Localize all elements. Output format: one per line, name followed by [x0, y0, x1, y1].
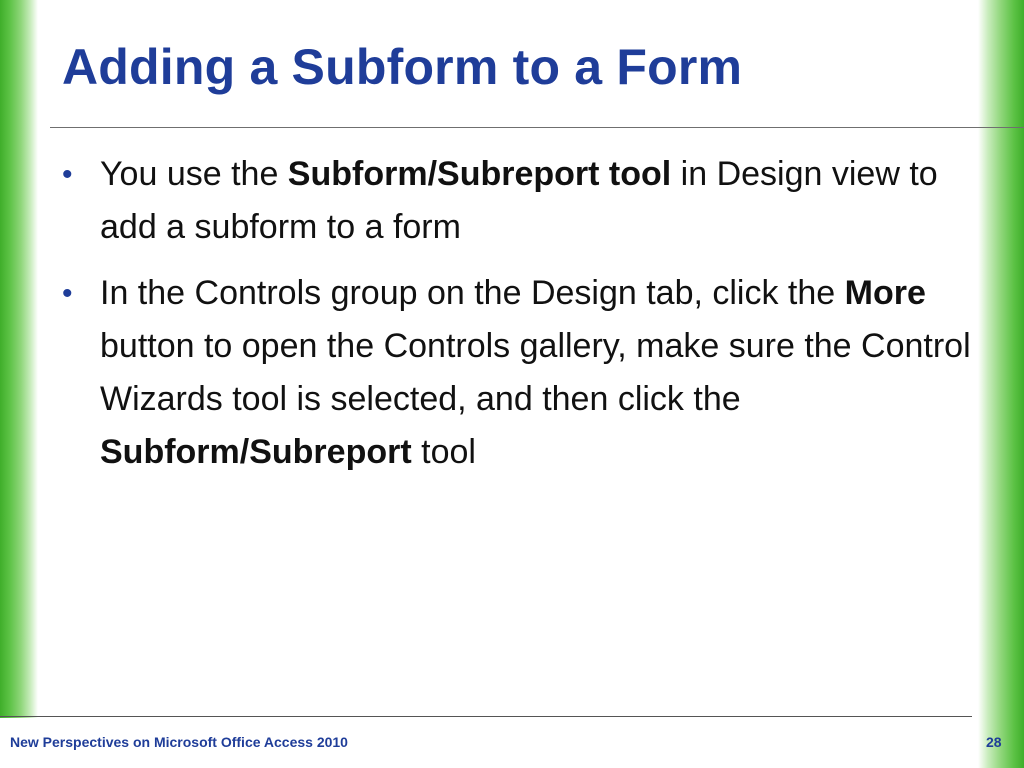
bullet-item — [62, 148, 982, 254]
bullet-text-segment: You use the — [100, 155, 288, 193]
footer-divider — [0, 716, 972, 717]
bullet-list — [62, 148, 982, 492]
bullet-text-segment: in Design view to add a subform to a form — [100, 155, 938, 246]
right-green-band — [978, 0, 1024, 768]
slide-title: Adding a Subform to a Form — [62, 39, 743, 95]
bullet-item — [62, 267, 982, 479]
bullet-bold-segment: Subform/Subreport tool — [287, 155, 672, 193]
bullet-bold-segment: More — [844, 274, 926, 312]
title-divider — [50, 127, 1024, 128]
bullet-text-segment: In the Controls group on the Design tab, click the — [100, 274, 845, 312]
footer-text: New Perspectives on Microsoft Office Access 2010 — [10, 734, 348, 750]
bullet-marker: • — [62, 158, 73, 191]
bullet-bold-segment: Subform/Subreport — [100, 433, 412, 471]
page-number: 28 — [986, 734, 1002, 750]
bullet-text-segment: tool — [411, 433, 476, 471]
bullet-marker: • — [62, 277, 73, 310]
bullet-text-segment: button to open the Controls gallery, make sure the Control Wizards tool is selected, and then click the — [100, 327, 971, 418]
left-green-band — [0, 0, 38, 718]
